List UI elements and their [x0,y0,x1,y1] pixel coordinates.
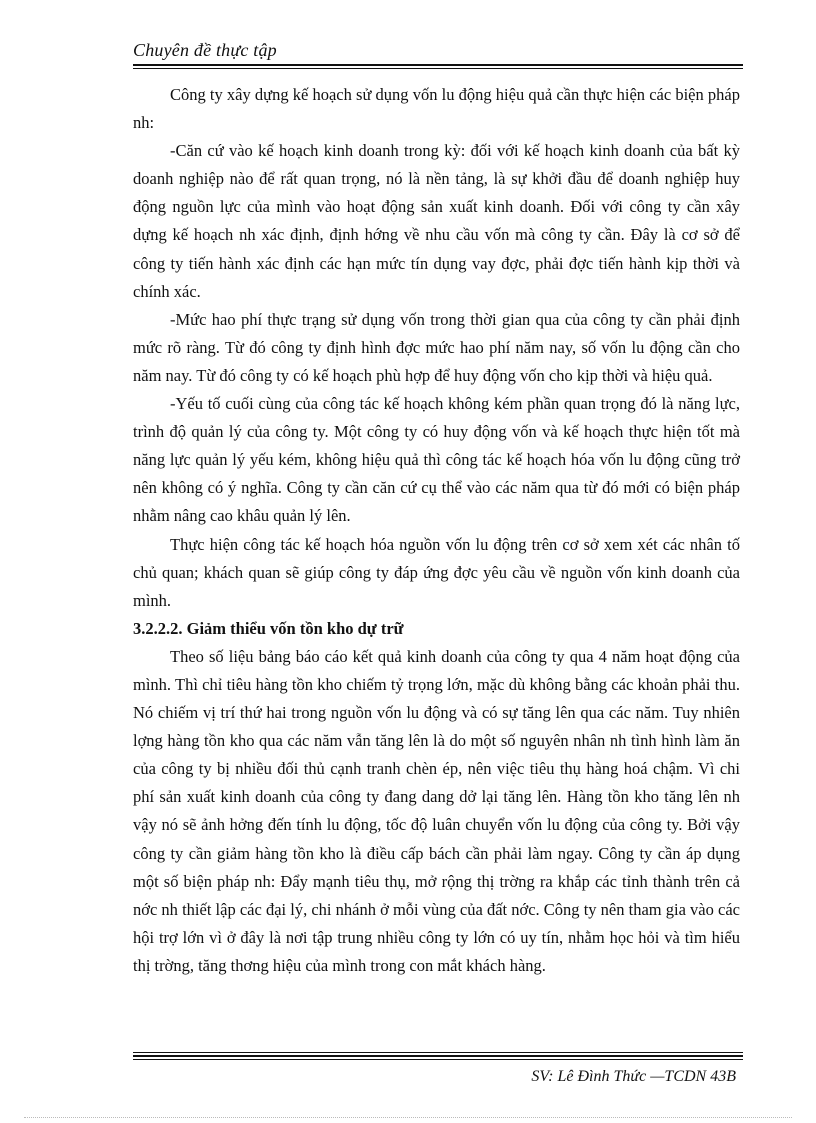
paragraph: -Yếu tố cuối cùng của công tác kế hoạch không kém phần quan trọng đó là năng lực, trình độ quản lý của công ty. Một công ty có huy động vốn và kế hoạch thực hiện tốt mà năng lực quản lý yếu kém, không hiệu quả thì công tác kế hoạch hóa vốn lu động cũng trở nên không có ý nghĩa. Công ty cần căn cứ cụ thể vào các năm qua từ đó mới có biện pháp nhằm nâng cao khâu quản lý lên. [133,394,740,526]
header-rule [133,64,743,66]
paragraph: Thực hiện công tác kế hoạch hóa nguồn vốn lu động trên cơ sở xem xét các nhân tố chủ quan; khách quan sẽ giúp công ty đáp ứng đợc yêu cầu về nguồn vốn kinh doanh của mình. [133,534,740,610]
footer-rule [133,1055,743,1057]
footer-author: SV: Lê Đình Thức —TCDN 43B [531,1068,736,1085]
section-heading: 3.2.2.2. Giảm thiểu vốn tồn kho dự trữ [133,618,404,638]
footer-rule-thin-lower [133,1059,743,1060]
paragraph: -Mức hao phí thực trạng sử dụng vốn trong thời gian qua của công ty cần phải định mức rõ ràng. Từ đó công ty định hình đợc mức hao phí năm nay, số vốn lu động cần cho năm nay. Từ đó công ty có kế hoạch phù hợp để huy động vốn cho kịp thời và hiệu quả. [133,309,740,385]
header-rule-thin [133,68,743,69]
paragraph: Theo số liệu bảng báo cáo kết quả kinh doanh của công ty qua 4 năm hoạt động của mình. Thì chỉ tiêu hàng tồn kho chiếm tỷ trọng lớn, mặc dù không bằng các khoản phải thu. Nó chiếm vị trí thứ hai trong nguồn vốn lu động và có sự tăng lên qua các năm. Tuy nhiên lợng hàng tồn kho qua các năm vẫn tăng lên là do một số nguyên nhân nh tình hình làm ăn của công ty bị nhiều đối thủ cạnh tranh chèn ép, nên việc tiêu thụ hàng hoá chậm. Vì chi phí sản xuất kinh doanh của công ty đang dang dở lại tăng lên. Hàng tồn kho tăng lên nh vậy nó sẽ ảnh hởng đến tính lu động, tốc độ luân chuyển vốn lu động của công ty. Bởi vậy công ty cần giảm hàng tồn kho là điều cấp bách cần phải làm ngay. Công ty cần áp dụng một số biện pháp nh: Đẩy mạnh tiêu thụ, mở rộng thị trờng ra khắp các tỉnh thành trên cả nớc nh thiết lập các đại lý, chi nhánh ở mỗi vùng của đất nớc. Công ty nên tham gia vào các hội trợ lớn vì ở đây là nơi tập trung nhiều công ty lớn có uy tín, nhằm học hỏi và tìm hiểu thị trờng, tăng thơng hiệu của mình trong con mắt khách hàng. [133,646,740,975]
footer-rule-thin [133,1052,743,1053]
paragraph: -Căn cứ vào kế hoạch kinh doanh trong kỳ: đối với kế hoạch kinh doanh của bất kỳ doanh nghiệp nào để rất quan trọng, nó là nền tảng, là sự khởi đầu để doanh nghiệp huy động nguồn lực của mình vào hoạt động sản xuất kinh doanh. Đối với công ty cần xây dựng kế hoạch nh xác định, định hớng về nhu cầu vốn mà công ty cần. Đây là cơ sở để công ty tiến hành xác định các hạn mức tín dụng vay đợc, phải đợc tiến hành kịp thời và chính xác. [133,141,740,301]
page-bottom-dotted-line [24,1117,792,1118]
paragraph: Công ty xây dựng kế hoạch sử dụng vốn lu động hiệu quả cần thực hiện các biện pháp nh: [133,85,740,133]
document-body [133,81,740,980]
header-title: Chuyên đề thực tập [133,40,277,60]
